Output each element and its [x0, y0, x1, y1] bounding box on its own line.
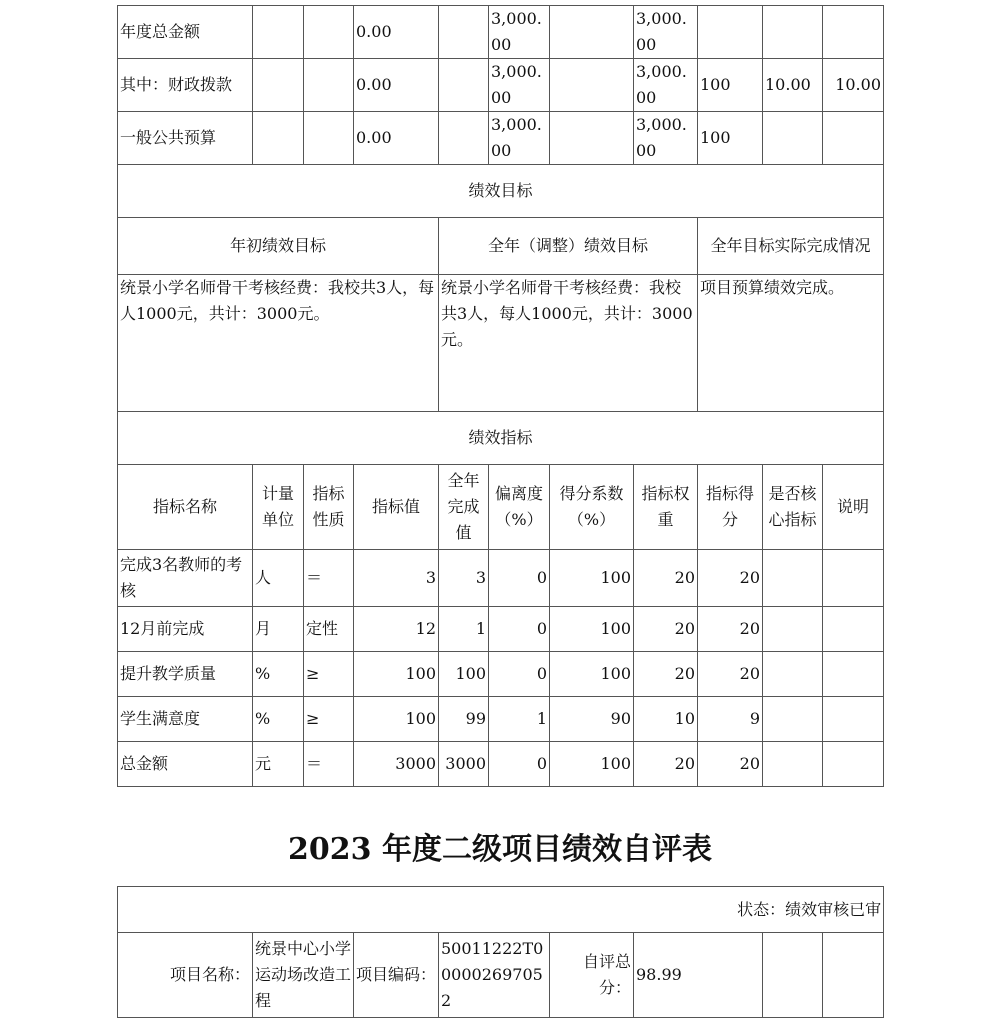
funding-row [118, 59, 884, 112]
indicator-row [118, 697, 884, 742]
goals-header: 绩效目标 [118, 165, 884, 218]
indicator-column-header: 是否核心指标 [763, 465, 823, 550]
funding-value: 100 [698, 112, 763, 165]
indicator-note [823, 652, 884, 697]
indicator-done: 99 [439, 697, 489, 742]
indicator-done: 3 [439, 550, 489, 607]
funding-value: 10.00 [763, 59, 823, 112]
funding-value: 0.00 [354, 112, 439, 165]
indicator-name: 12月前完成 [118, 607, 253, 652]
indicator-core [763, 550, 823, 607]
goals-adjusted-header: 全年（调整）绩效目标 [439, 218, 698, 275]
indicators-header: 绩效指标 [118, 412, 884, 465]
indicator-column-header: 指标名称 [118, 465, 253, 550]
indicator-row [118, 652, 884, 697]
goals-actual-text: 项目预算绩效完成。 [698, 275, 884, 412]
indicator-unit: 元 [253, 742, 304, 787]
project-name-value: 统景中心小学运动场改造工程 [253, 933, 354, 1018]
indicator-weight: 20 [634, 652, 698, 697]
empty-cell [439, 6, 489, 59]
funding-value: 100 [698, 59, 763, 112]
indicator-core [763, 607, 823, 652]
funding-value: 3,000.00 [634, 59, 698, 112]
indicator-note [823, 742, 884, 787]
indicator-column-header: 得分系数（%） [550, 465, 634, 550]
performance-table [117, 5, 884, 787]
indicator-score: 9 [698, 697, 763, 742]
indicator-column-header: 说明 [823, 465, 884, 550]
indicator-value: 12 [354, 607, 439, 652]
indicator-dev: 0 [489, 652, 550, 697]
empty-cell [550, 112, 634, 165]
funding-value: 3,000.00 [489, 59, 550, 112]
empty-cell [253, 59, 304, 112]
indicator-name: 提升教学质量 [118, 652, 253, 697]
indicator-coef: 90 [550, 697, 634, 742]
empty-cell [253, 6, 304, 59]
goals-initial-header: 年初绩效目标 [118, 218, 439, 275]
status-text: 状态：绩效审核已审 [118, 887, 884, 933]
indicator-weight: 10 [634, 697, 698, 742]
indicator-name: 完成3名教师的考核 [118, 550, 253, 607]
indicator-nature: ≥ [304, 697, 354, 742]
indicator-note [823, 697, 884, 742]
funding-value [823, 112, 884, 165]
indicator-row [118, 607, 884, 652]
goals-initial-text: 统景小学名师骨干考核经费：我校共3人，每人1000元，共计：3000元。 [118, 275, 439, 412]
funding-value: 3,000.00 [634, 112, 698, 165]
indicator-value: 3000 [354, 742, 439, 787]
indicator-coef: 100 [550, 652, 634, 697]
indicator-score: 20 [698, 607, 763, 652]
funding-value [698, 6, 763, 59]
indicator-dev: 1 [489, 697, 550, 742]
indicator-unit: % [253, 652, 304, 697]
empty-cell [304, 6, 354, 59]
indicator-note [823, 607, 884, 652]
self-score-value: 98.99 [634, 933, 763, 1018]
funding-label: 年度总金额 [118, 6, 253, 59]
empty-cell [253, 112, 304, 165]
indicator-weight: 20 [634, 607, 698, 652]
funding-value [823, 6, 884, 59]
project-code-label: 项目编码： [354, 933, 439, 1018]
project-summary-table [117, 886, 884, 1018]
indicator-coef: 100 [550, 742, 634, 787]
empty-cell [439, 59, 489, 112]
self-score-label: 自评总分： [550, 933, 634, 1018]
empty-cell [763, 933, 823, 1018]
empty-cell [550, 6, 634, 59]
indicator-nature: ＝ [304, 742, 354, 787]
funding-value: 10.00 [823, 59, 884, 112]
indicators-column-headers [118, 465, 884, 550]
funding-row [118, 112, 884, 165]
funding-value [763, 6, 823, 59]
indicator-core [763, 697, 823, 742]
indicator-unit: 月 [253, 607, 304, 652]
indicator-core [763, 742, 823, 787]
indicator-row [118, 742, 884, 787]
indicator-unit: % [253, 697, 304, 742]
indicator-column-header: 指标值 [354, 465, 439, 550]
indicators-section [118, 412, 884, 787]
indicator-unit: 人 [253, 550, 304, 607]
funding-section [118, 6, 884, 165]
indicator-score: 20 [698, 652, 763, 697]
indicator-name: 学生满意度 [118, 697, 253, 742]
indicator-coef: 100 [550, 607, 634, 652]
indicator-score: 20 [698, 742, 763, 787]
indicator-weight: 20 [634, 550, 698, 607]
indicator-column-header: 指标权重 [634, 465, 698, 550]
indicator-row [118, 550, 884, 607]
indicator-value: 100 [354, 652, 439, 697]
empty-cell [550, 59, 634, 112]
empty-cell [439, 112, 489, 165]
goals-section [118, 165, 884, 412]
page-title: 2023 年度二级项目绩效自评表 [288, 832, 712, 867]
indicator-column-header: 全年完成值 [439, 465, 489, 550]
indicator-dev: 0 [489, 550, 550, 607]
funding-value: 0.00 [354, 6, 439, 59]
indicator-score: 20 [698, 550, 763, 607]
indicator-nature: ≥ [304, 652, 354, 697]
project-name-label: 项目名称： [118, 933, 253, 1018]
indicator-value: 100 [354, 697, 439, 742]
indicator-core [763, 652, 823, 697]
funding-value: 3,000.00 [634, 6, 698, 59]
funding-value: 3,000.00 [489, 112, 550, 165]
funding-value: 0.00 [354, 59, 439, 112]
indicator-weight: 20 [634, 742, 698, 787]
indicator-done: 3000 [439, 742, 489, 787]
indicator-column-header: 计量单位 [253, 465, 304, 550]
funding-label: 其中：财政拨款 [118, 59, 253, 112]
indicator-nature: 定性 [304, 607, 354, 652]
funding-value: 3,000.00 [489, 6, 550, 59]
funding-value [763, 112, 823, 165]
goals-adjusted-text: 统景小学名师骨干考核经费：我校共3人，每人1000元，共计：3000元。 [439, 275, 698, 412]
empty-cell [304, 112, 354, 165]
indicator-name: 总金额 [118, 742, 253, 787]
indicator-note [823, 550, 884, 607]
empty-cell [823, 933, 884, 1018]
indicator-column-header: 指标性质 [304, 465, 354, 550]
empty-cell [304, 59, 354, 112]
funding-row [118, 6, 884, 59]
indicator-column-header: 偏离度（%） [489, 465, 550, 550]
indicator-dev: 0 [489, 607, 550, 652]
indicator-coef: 100 [550, 550, 634, 607]
goals-actual-header: 全年目标实际完成情况 [698, 218, 884, 275]
indicator-done: 1 [439, 607, 489, 652]
indicator-column-header: 指标得分 [698, 465, 763, 550]
indicator-nature: ＝ [304, 550, 354, 607]
indicator-value: 3 [354, 550, 439, 607]
funding-label: 一般公共预算 [118, 112, 253, 165]
project-code-value: 50011222T000002697052 [439, 933, 550, 1018]
indicator-done: 100 [439, 652, 489, 697]
indicator-dev: 0 [489, 742, 550, 787]
